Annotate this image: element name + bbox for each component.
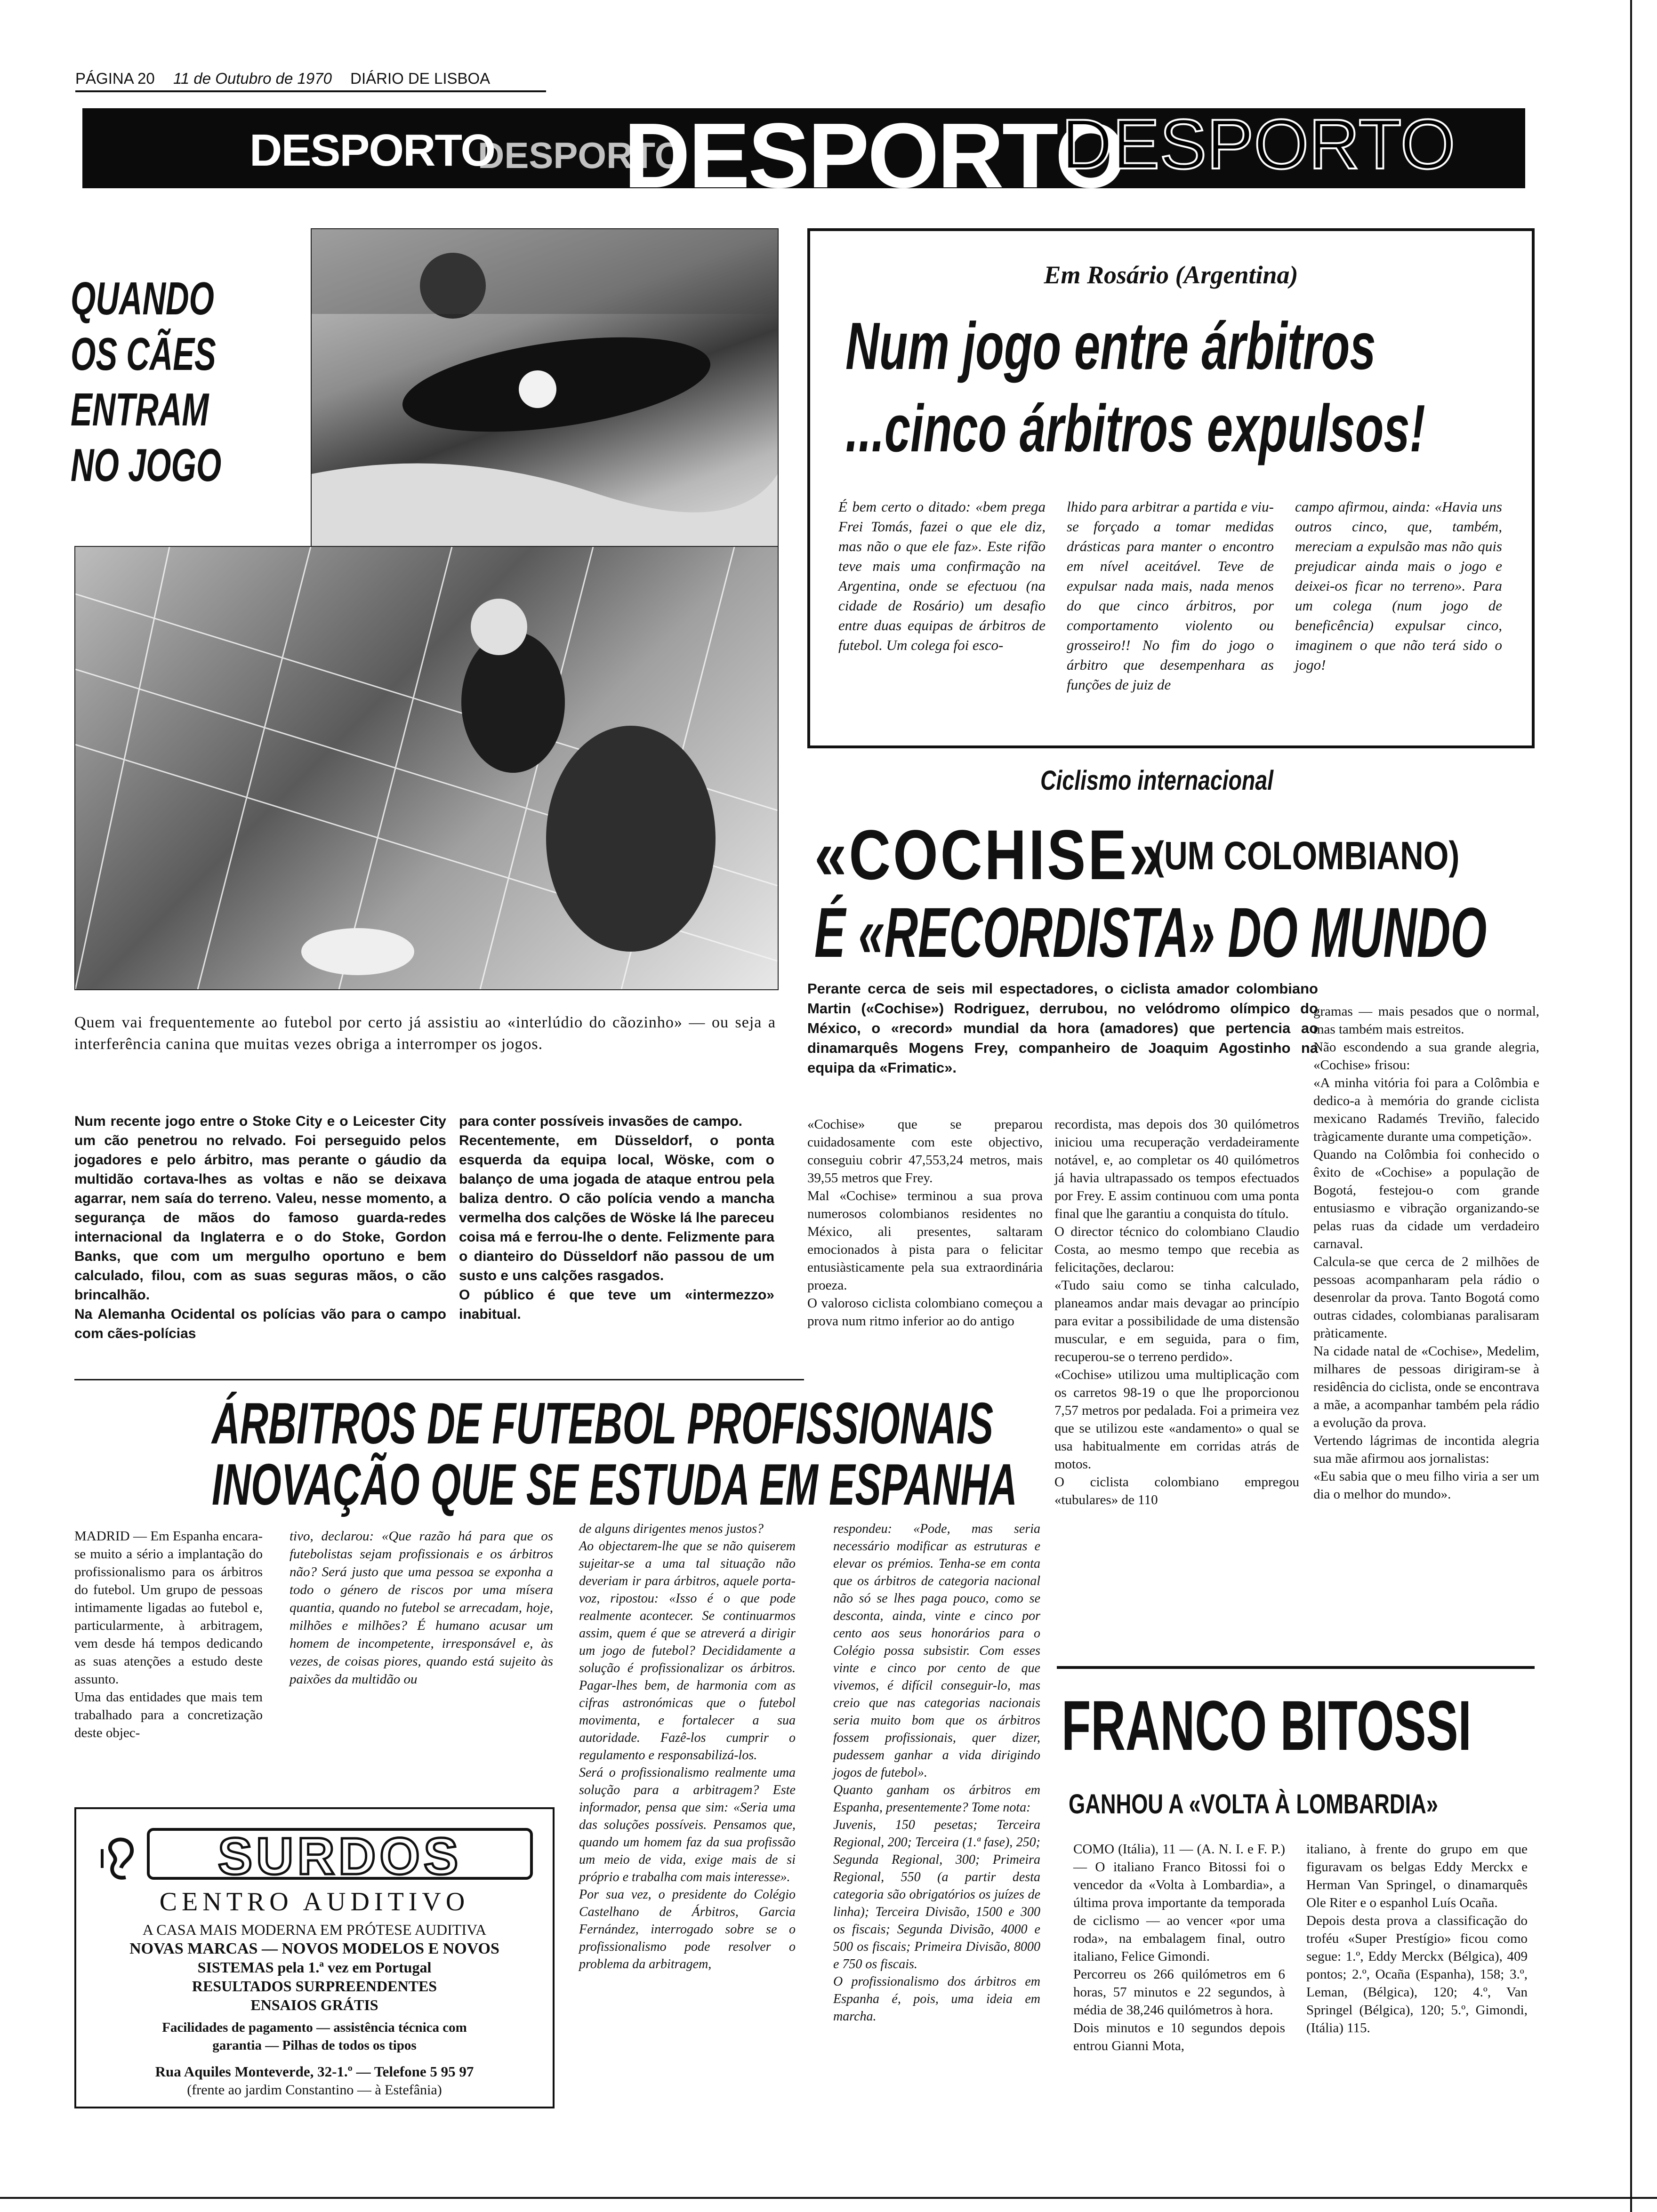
- cochise-title-line-2: É «RECORDISTA» DO MUNDO: [814, 893, 1487, 972]
- bitossi-title: FRANCO BITOSSI: [1062, 1686, 1472, 1765]
- banner-word-1: DESPORTO: [249, 125, 495, 176]
- rosario-title-1: Num jogo entre árbitros: [845, 309, 1376, 384]
- dogs-body-col-1: Num recente jogo entre o Stoke City e o Leicester City um cão penetrou no relvado. Foi perseguido pelos jogadores e pelo árbitro, mas perante o gáudio da multidão cortava-lhes as voltas e não se deixava agarrar, nem saía do terreno. Valeu, nesse momento, a segurança de mãos do famoso guarda-redes internacional da Inglaterra e o do Stoke, Gordon Banks, que com um mergulho oportuno e bem calculado, filou, com as suas seguras mãos, o cão brincalhão. Na Alemanha Ocidental os polícias vão para o campo com cães-polícias: [74, 1114, 446, 1341]
- ad-line-6: Facilidades de pagamento — assistência técnica com: [162, 2020, 467, 2035]
- ad-address: Rua Aquiles Monteverde, 32-1.º — Telefone 5 95 97: [155, 2063, 474, 2080]
- bitossi-col-1: COMO (Itália), 11 — (A. N. I. e F. P.) — O italiano Franco Bitossi foi o vencedor da «Volta à Lombardia», a última prova importante da temporada de ciclismo — ao vencer «por uma roda», na embalagem final, outro italiano, Felice Gimondi. Percorreu os 266 quilómetros em 6 horas, 57 minutos e 22 segundos, à média de 38,246 quilómetros à hora. Dois minutos e 10 segundos depois entrou Gianni Mota,: [1073, 1842, 1285, 2053]
- ad-brand: SURDOS: [147, 1828, 533, 1880]
- rosario-kicker: Em Rosário (Argentina): [1044, 261, 1298, 289]
- header-rule: [75, 90, 546, 92]
- surdos-ad: [74, 1807, 555, 2108]
- rosario-col-2: lhido para arbitrar a partida e viu-se forçado a tomar medidas drásticas para manter o encontro em nível aceitável. Teve de expulsar nada mais, nada menos do que cinco árbitros, por comportamento violento ou grosseiro!! No fim do jogo o árbitro que desempenhara as funções de juiz de: [1067, 498, 1274, 693]
- bitossi-col-2: italiano, à frente do grupo em que figuravam os belgas Eddy Merckx e Herman Van Springel, o dinamarquês Ole Riter e o espanhol Luís Ocaña. Depois desta prova a classificação do troféu «Super Prestígio» ficou como segue: 1.º, Eddy Merckx (Bélgica), 409 pontos; 2.º, Ocaña (Espanha), 158; 3.º, Leman, (Bélgica), 120; 4.º, Van Springel (Bélgica), 120; 5.º, Gimondi, (Itália) 115.: [1306, 1842, 1528, 2036]
- rosario-title-2: ...cinco árbitros expulsos!: [845, 391, 1425, 466]
- section-banner: [82, 108, 1525, 188]
- goalkeeper-dog-photo-art: [312, 229, 778, 549]
- cochise-lead: Perante cerca de seis mil espectadores, o ciclista amador colombiano Martin («Cochise») Rodriguez, derrubou, no velódromo olímpico do México, o «record» mundial da hora (amadores) que pertencia ao dinamarquês Mogens Frey, companheiro de Joaquim Agostinho na equipa da «Frimatic».: [807, 980, 1318, 1076]
- goalkeeper-dog-photo: [311, 228, 779, 550]
- dogs-headline-line-2: OS CÃES: [71, 328, 216, 380]
- dogs-headline-line-1: QUANDO: [71, 272, 214, 324]
- ad-line-4: RESULTADOS SURPREENDENTES: [192, 1978, 437, 1995]
- cochise-kicker: Ciclismo internacional: [1040, 765, 1274, 796]
- dogs-headline: [71, 271, 292, 493]
- banner-word-4: DESPORTO: [1062, 108, 1456, 184]
- newspaper-name: DIÁRIO DE LISBOA: [350, 70, 491, 87]
- rosario-col-1: É bem certo o ditado: «bem prega Frei Tomás, fazei o que ele diz, mas não o que ele faz». Este rifão teve mais uma confirmação na Argentina, onde se efectuou (na cidade de Rosário) um desafio entre duas equipas de árbitros de futebol. Um colega foi esco-: [838, 498, 1046, 653]
- arbitros-col-1: MADRID — Em Espanha encara-se muito a sério a implantação do profissionalismo para os árbitros do futebol. Um grupo de pessoas intimamente ligadas ao futebol e, particularmente, à arbitragem, vem desde há tempos dedicando as suas atenções a estudo deste assunto. Uma das entidades que mais tem trabalhado para a concretização deste objec-: [74, 1529, 263, 1740]
- page-date: 11 de Outubro de 1970: [173, 70, 332, 87]
- police-dog-photo-art: [75, 547, 778, 989]
- page-header: [75, 70, 546, 93]
- ad-line-5: ENSAIOS GRÁTIS: [250, 1996, 378, 2013]
- dogs-headline-line-3: ENTRAM: [71, 384, 209, 435]
- ad-line-1: A CASA MAIS MODERNA EM PRÓTESE AUDITIVA: [142, 1921, 487, 1938]
- ad-address-note: (frente ao jardim Constantino — à Estefânia): [187, 2082, 442, 2098]
- banner-word-2: DESPORTO: [478, 135, 684, 176]
- banner-word-3: DESPORTO: [624, 108, 1125, 188]
- cochise-title-line-1: [814, 814, 1460, 896]
- ear-icon: [100, 1835, 137, 1884]
- cochise-col-3: gramas — mais pesados que o normal, mas também mais estreitos. Não escondendo a sua grande alegria, «Cochise» frisou: «A minha vitória foi para a Colômbia e dedico-a à memória do grande ciclista mexicano Radamés Treviño, falecido tràgicamente durante uma competição». Quando na Colômbia foi conhecido o êxito de «Cochise» a população de Bogotá, festejou-o com grande entusiasmo e vibração organizando-se pelas ruas da cidade um verdadeiro carnaval. Calcula-se que cerca de 2 milhões de pessoas acompanharam pela rádio o desenrolar da prova. Tanto Bogotá como outras cidades, colombianas paralisaram pràticamente. Na cidade natal de «Cochise», Medelim, milhares de pessoas dirigiram-se à residência do ciclista, onde se encontrava a mãe, a acompanhar também pela rádio a evolução da prova. Vertendo lágrimas de incontida alegria sua mãe afirmou aos jornalistas: «Eu sabia que o meu filho viria a ser um dia o melhor do mundo».: [1313, 1004, 1539, 1502]
- bitossi-subtitle: GANHOU A «VOLTA À LOMBARDIA»: [1069, 1789, 1438, 1819]
- cochise-title-paren: (UM COLOMBIANO): [1153, 834, 1460, 878]
- bitossi-top-rule: [1057, 1666, 1535, 1669]
- rosario-box: [807, 228, 1535, 748]
- arbitros-title-1: ÁRBITROS DE FUTEBOL PROFISSIONAIS: [212, 1391, 994, 1456]
- rosario-col-3: campo afirmou, ainda: «Havia uns outros cinco, que, também, mereciam a expulsão mas não quis prejudicar ainda mais o jogo e deixei-os ficar no terreno». Para um colega (num jogo de beneficência) expulsar cinco, imaginem o que não terá sido o jogo!: [1295, 498, 1502, 673]
- cochise-title-name: «COCHISE»: [814, 815, 1164, 894]
- ad-line-2: NOVAS MARCAS — NOVOS MODELOS E NOVOS: [129, 1940, 499, 1957]
- police-dog-photo: [74, 546, 779, 990]
- dogs-body-col-2: para conter possíveis invasões de campo. Recentemente, em Düsseldorf, o ponta esquerda da equipa local, Wöske, com o balanço de uma jogada de ataque entrou pela baliza dentro. O cão polícia vendo a mancha vermelha dos calções de Wöske lá lhe pareceu coisa má e ferrou-lhe o dente. Felizmente para o dianteiro do Düsseldorf não passou de um susto e uns calções rasgados. O público é que teve um «intermezzo» inabitual.: [459, 1114, 774, 1322]
- arbitros-col-3: de alguns dirigentes menos justos? Ao objectarem-lhe que se não quiserem sujeitar-se a uma tal situação não deveriam ir para árbitros, aquele porta-voz, ripostou: «Isso é o que pode realmente acontecer. Se continuarmos assim, quem é que se atreverá a dirigir um jogo de futebol? Decididamente a solução é profissionalizar os árbitros. Pagar-lhes bem, de harmonia com as cifras astronómicas que o futebol movimenta, e fortalecer a sua autoridade. Fazê-los cumprir o regulamento e responsabilizá-los. Será o profissionalismo realmente uma solução para a arbitragem? Este informador, pensa que sim: «Seria uma das soluções possíveis. Pensamos que, quando um homem faz da sua profissão um meio de vida, exige mais de si próprio e trabalha com mais interesse». Por sua vez, o presidente do Colégio Castelhano de Árbitros, Garcia Fernández, interrogado sobre se o profissionalismo pode resolver o problema da arbitragem,: [579, 1522, 796, 1972]
- dogs-caption: Quem vai frequentemente ao futebol por certo já assistiu ao «interlúdio do cãozinho» — ou seja a interferência canina que muitas vezes obriga a interromper os jogos.: [74, 1014, 776, 1053]
- ad-line-7: garantia — Pilhas de todos os tipos: [212, 2038, 417, 2053]
- dogs-headline-line-4: NO JOGO: [71, 439, 222, 491]
- ad-line-3: SISTEMAS pela 1.ª vez em Portugal: [197, 1959, 432, 1976]
- dogs-divider: [74, 1379, 804, 1380]
- arbitros-col-2: tivo, declarou: «Que razão há para que os futebolistas sejam profissionais e os árbitros não? Será justo que uma pessoa se exponha a todo o género de riscos por uma mísera quantia, quando no futebol se arrecadam, hoje, milhões e milhões? É humano acusar um homem de incompetente, irresponsável e, às vezes, de coisas piores, quando está sujeito às paixões da multidão ou: [290, 1529, 553, 1687]
- arbitros-col-4: respondeu: «Pode, mas seria necessário modificar as estruturas e elevar os prémios. Tenha-se em conta que os árbitros de categoria nacional não só se lhes paga pouco, como se desconta, ainda, vinte e cinco por cento aos seus honorários para o Colégio possa subsistir. Com esses vinte e cinco por cento de que vivemos, é difícil conseguir-lo, mas creio que nas categorias nacionais seria muito bom que os árbitros fossem profissionais, quer dizer, pudessem ganhar a vida dirigindo jogos de futebol». Quanto ganham os árbitros em Espanha, presentemente? Tome nota: Juvenis, 150 pesetas; Terceira Regional, 200; Terceira (1.ª fase), 250; Segunda Regional, 300; Primeira Regional, 550 (a partir desta categoria são obrigatórios os juízes de linha); Terceira Divisão, 1500 e 300 os fiscais; Segunda Divisão, 4000 e 500 os fiscais; Primeira Divisão, 8000 e 750 os fiscais. O profissionalismo dos árbitros em Espanha é, pois, uma ideia em marcha.: [833, 1522, 1040, 2024]
- right-edge-rule: [1630, 0, 1632, 2212]
- cochise-col-2: recordista, mas depois dos 30 quilómetros iniciou uma recuperação verdadeiramente notável, e, ao completar os 40 quilómetros já havia ultrapassado os tempos efectuados por Frey. E assim continuou com uma ponta final que lhe garantiu a conquista do título. O director técnico do colombiano Claudio Costa, ao mesmo tempo que recebia as felicitações, declarou: «Tudo saiu como se tinha calculado, planeamos andar mais devagar ao princípio para evitar a possibilidade de uma distensão muscular, e em seguida, para o fim, recuperou-se o terreno perdido». «Cochise» utilizou uma multiplicação com os carretos 98-19 o que lhe proporcionou 7,57 metros por pedalada. Foi a primeira vez que se utilizou este «andamento» o qual se usa habitualmente em corridas atrás de motos. O ciclista colombiano empregou «tubulares» de 110: [1054, 1117, 1299, 1507]
- arbitros-title-2: INOVAÇÃO QUE SE ESTUDA EM ESPANHA: [212, 1452, 1018, 1517]
- cochise-col-1: «Cochise» que se preparou cuidadosamente com este objectivo, conseguiu cobrir 47,553,24 metros, mais 39,55 metros que Frey. Mal «Cochise» terminou a sua prova numerosos colombianos residentes no México, ali presentes, saltaram emocionados à pista para o felicitar entusiàsticamente pela sua extraordinária proeza. O valoroso ciclista colombiano começou a prova num ritmo inferior ao do antigo: [807, 1117, 1043, 1329]
- page-number: PÁGINA 20: [75, 70, 155, 87]
- ad-title: CENTRO AUDITIVO: [159, 1887, 470, 1916]
- bottom-rule: [0, 2197, 1657, 2199]
